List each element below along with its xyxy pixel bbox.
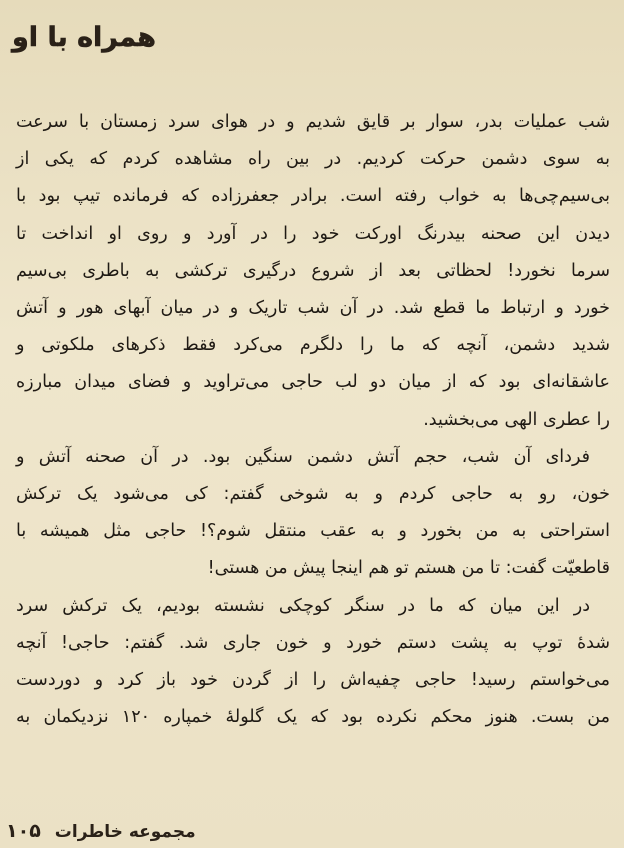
text-line: می‌خواستم رسید! حاجی چفیه‌اش را از گردن خود باز کرد و دوردست	[16, 670, 610, 691]
chapter-title: همراه با او	[12, 22, 156, 53]
text-line: قاطعیّت گفت: تا من هستم تو هم اینجا پیش من هستی!	[207, 558, 610, 579]
text-line: خورد و ارتباط ما قطع شد. در آن شب تاریک و در میان آبهای هور و آتش	[16, 298, 610, 319]
text-line: من بست. هنوز محکم نکرده بود که یک گلولهٔ خمپاره ۱۲۰ نزدیکمان به	[16, 707, 610, 728]
paragraph-2	[16, 439, 610, 588]
text-line: سرما نخورد! لحظاتی بعد از شروع درگیری ترکشی به باطری بی‌سیم	[16, 260, 610, 281]
text-line: شب عملیات بدر، سوار بر قایق شدیم و در هوای سرد زمستان با سرعت	[16, 112, 610, 132]
text-line: شدید دشمن، آنچه که ما را دلگرم می‌کرد فقط ذکرهای ملکوتی و	[16, 335, 610, 356]
text-line: شدهٔ توپ به پشت دستم خورد و خون جاری شد. گفتم: حاجی! آنچه	[16, 632, 610, 653]
paragraph-3	[16, 588, 610, 737]
page-footer	[6, 820, 196, 842]
body-text	[16, 104, 610, 736]
book-title: مجموعه خاطرات	[54, 822, 196, 842]
page-number: ۱۰۵	[6, 820, 41, 842]
text-line: عاشقانه‌ای بود که از میان دو لب حاجی می‌تراوید و فضای میدان مبارزه	[16, 372, 610, 393]
text-line: دیدن این صحنه بیدرنگ اورکت خود را در آورد و روی او انداخت تا	[16, 223, 610, 244]
text-line: را عطری الهی می‌بخشید.	[423, 409, 610, 430]
text-line: در این میان که ما در سنگر کوچکی نشسته بودیم، یک ترکش سرد	[16, 595, 590, 616]
text-line: فردای آن شب، حجم آتش دشمن سنگین بود. در آن صحنه آتش و	[16, 446, 590, 467]
text-line: خون، رو به حاجی کردم و به شوخی گفتم: کی می‌شود یک ترکش	[16, 484, 610, 505]
paragraph-1	[16, 104, 610, 439]
text-line: به سوی دشمن حرکت کردیم. در بین راه مشاهده کردم که یکی از	[16, 149, 610, 170]
text-line: بی‌سیم‌چی‌ها به خواب رفته است. برادر جعفرزاده که فرمانده تیپ بود با	[16, 186, 610, 207]
text-line: استراحتی به من بخورد و به عقب منتقل شوم؟! حاجی مثل همیشه با	[16, 521, 610, 542]
